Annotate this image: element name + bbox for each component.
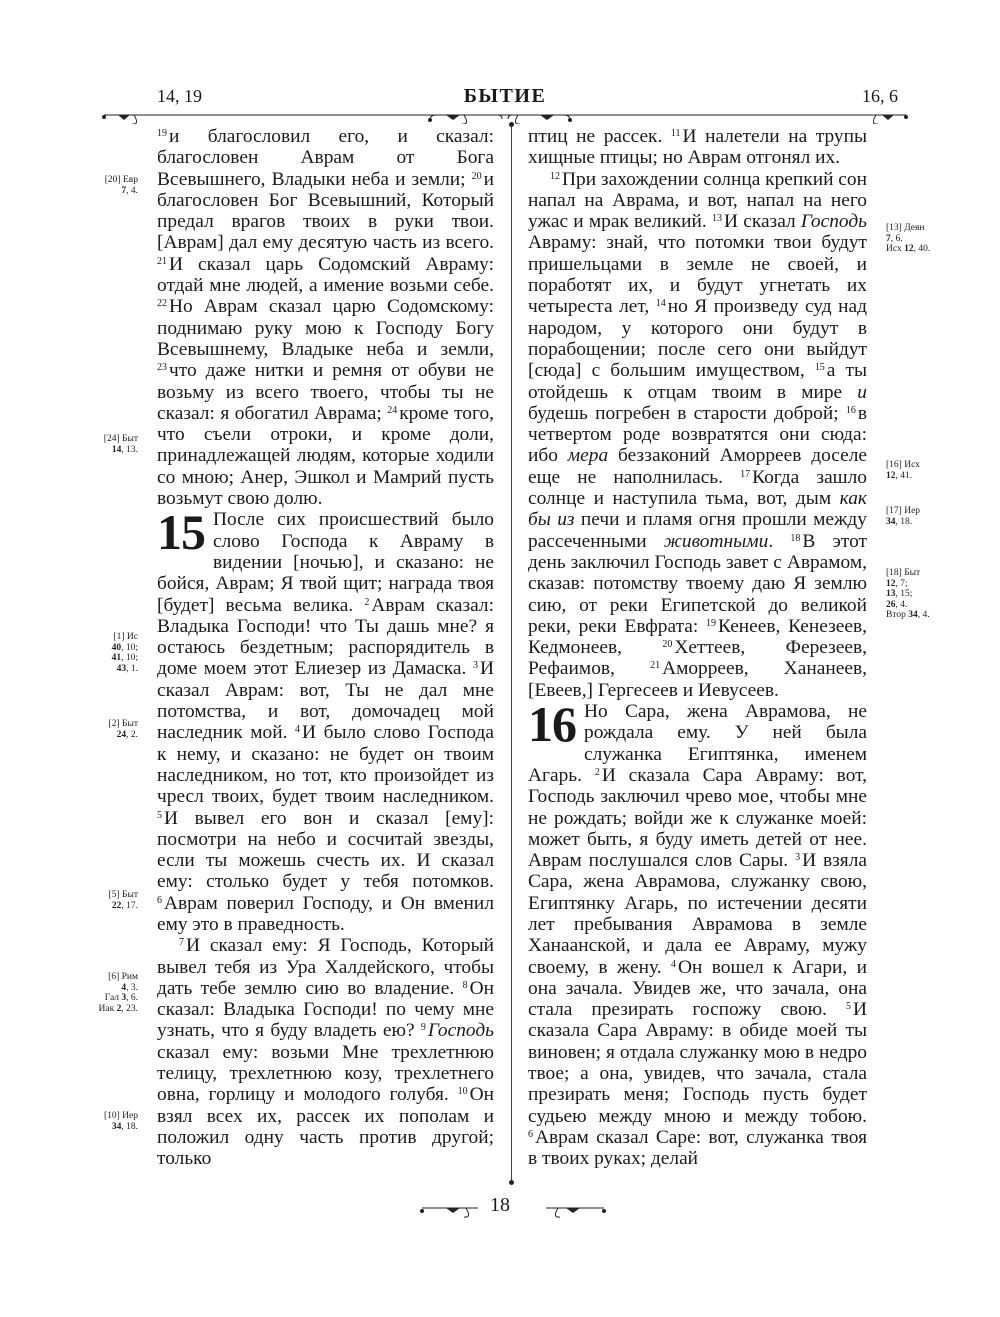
verse-number: 17 [740, 468, 751, 480]
verse-number: 3 [472, 660, 478, 672]
verse-text: И вывел его вон и сказал [ему]: посмотри на небо и сосчитай звезды, если ты можешь счесть их. И сказал ему: столько будет у тебя потомков. [157, 807, 494, 893]
verse-number: 7 [179, 937, 184, 949]
verse-text: И сказал Аврам: вот, Ты не дал мне потомства, и вот, домочадец мой наследник мой. [157, 658, 494, 744]
verse-number: 8 [462, 979, 468, 991]
cross-reference-line [78, 643, 138, 654]
verse-text: При захождении солнца крепкий сон напал на Аврама, и вот, напал на него ужас и мрак великий. [528, 168, 867, 233]
verse-number: 23 [157, 362, 167, 374]
verse-text: что даже нитки и ремня от обуви не возьму из всего твоего, чтобы ты не сказал: я обогатил Аврама; [157, 360, 494, 424]
verse-ref: , 23. [121, 1003, 138, 1014]
verse-text: а ты отойдешь к отцам твоим в мире [528, 360, 867, 403]
verse-number: 6 [528, 1128, 533, 1140]
chapter-ref: 12 [904, 244, 914, 254]
verse-text: беззаконий Аморреев доселе еще не наполнилась. [528, 445, 867, 488]
verse-number: 18 [790, 532, 801, 544]
cross-reference-line [78, 993, 138, 1004]
verse-number: 12 [550, 170, 560, 182]
verse-number: 3 [795, 852, 801, 864]
verse-text: Но Аврам сказал царю Содомскому: поднимаю руку мою к Господу Богу Всевышнему, Владыке неба и земли, [157, 296, 494, 360]
italic-word: Господь [800, 211, 867, 233]
verse-number: 20 [662, 639, 673, 651]
verse-text: И взяла Сара, жена Аврамова, служанку свою, Египтянку Агарь, по истечении десяти лет пребывания Аврамова в земле Ханаанской, и дала ее Авраму, мужу своему, в жену. [528, 850, 867, 978]
cross-reference-line [886, 517, 956, 528]
cross-reference-line [886, 589, 956, 600]
verse-number: 14 [655, 298, 666, 310]
chapter-ref: 24 [116, 729, 127, 740]
book-abbrev: Втор [886, 610, 909, 620]
page-footer [0, 1192, 1000, 1222]
paragraph-verse-12 [528, 169, 867, 701]
book-title: БЫТИЕ [463, 85, 547, 107]
cross-reference [886, 506, 956, 527]
verse-number: 24 [387, 404, 398, 416]
cross-reference-label: [2] Быт [108, 719, 138, 729]
verse-ref: , 4. [917, 610, 930, 620]
header-end-reference: 16, 6 [862, 86, 898, 106]
verse-text: После сих происшествий было слово Господа к Авраму в видении [ночью], и сказано: не бойся, Аврам; Я твой щит; награда твоя [будет] весьма велика. [157, 509, 494, 616]
verse-ref: , 10; [121, 642, 138, 653]
book-abbrev: Исх [886, 244, 905, 254]
verse-number: 4 [295, 724, 301, 736]
cross-reference-label: [13] Деян [886, 223, 925, 233]
italic-word: как бы из [528, 488, 867, 531]
verse-text: будешь погребен в старости доброй; [528, 402, 846, 424]
verse-text: И сказал царь Содомский Авраму: отдай мне людей, а имение возьми себе. [157, 253, 494, 297]
cross-reference-line [886, 471, 956, 482]
cross-reference-line [886, 244, 956, 255]
cross-reference [78, 434, 138, 455]
cross-reference-line [886, 600, 956, 611]
cross-reference-label: [17] Иер [886, 506, 921, 516]
verse-ref: , 18. [121, 1121, 138, 1132]
chapter-ref: 34 [908, 610, 918, 620]
verse-number: 21 [157, 255, 167, 267]
cross-reference-line [78, 730, 138, 741]
verse-text: Но Сара, жена Аврамова, не рождала ему. У ней была служанка Египтянка, именем Агарь. [528, 701, 867, 786]
divider-ornament-bottom [509, 1180, 514, 1185]
verse-number: 2 [364, 596, 370, 608]
divider-ornament-top [509, 122, 514, 127]
chapter-ref: 22 [111, 900, 122, 911]
verse-ref: , 4. [895, 599, 908, 610]
verse-ref: , 6. [126, 993, 138, 1003]
paragraph-chapter-16 [528, 696, 868, 1170]
verse-number: 6 [157, 894, 162, 906]
verse-number: 21 [650, 660, 661, 672]
cross-reference [78, 1111, 138, 1132]
verse-number: 9 [420, 1022, 426, 1034]
cross-reference-line [78, 664, 138, 675]
verse-text: Аврам сказал Саре: вот, служанка твоя в твоих руках; делай [528, 1126, 867, 1170]
running-header [100, 84, 910, 124]
verse-text: птиц не рассек. [528, 126, 671, 147]
verse-text: кроме того, что съели отроки, и кроме доли, принадлежащей людям, которые ходили со мною; Анер, Эшкол и Мамрий пусть возьмут свою долю. [157, 402, 494, 510]
verse-ref: , 7; [895, 578, 908, 589]
column-divider [511, 124, 512, 1184]
verse-ref: , 2. [126, 729, 138, 740]
verse-number: 2 [594, 766, 600, 778]
verse-text: и благословен Бог Всевышний, Который предал врагов твоих в руки твои. [Аврам] дал ему десятую часть из всего. [157, 168, 494, 254]
verse-ref: , 41. [895, 470, 913, 481]
paragraph-genesis-14 [157, 126, 494, 509]
verse-text: Аврам поверил Господу, и Он вменил ему это в праведность. [157, 892, 494, 935]
verse-number: 20 [471, 170, 482, 182]
cross-reference-line [886, 579, 956, 590]
chapter-number-16: 16 [528, 696, 576, 753]
chapter-ref: 14 [111, 444, 122, 455]
italic-word: мера [567, 445, 609, 467]
verse-number: 16 [845, 404, 856, 416]
cross-reference-line [78, 983, 138, 994]
cross-reference-line [78, 186, 138, 197]
verse-text: Авраму: знай, что потомки твои будут пришельцами в земле не своей, и поработят их, и будут угнетать их четыреста лет, [528, 232, 867, 318]
verse-number: 4 [671, 958, 676, 970]
verse-text: Когда зашло солнце и наступила тьма, вот, дым [528, 466, 867, 510]
cross-reference-label: [24] Быт [103, 434, 138, 444]
verse-ref: , 15; [895, 589, 913, 599]
verse-text: Аморреев, Хананеев, [Евеев,] Гергесеев и Иевусеев. [528, 658, 867, 701]
cross-reference-line [78, 1122, 138, 1133]
cross-reference-line [78, 445, 138, 456]
chapter-ref: 43 [116, 663, 127, 674]
cross-reference-label: [16] Исх [886, 460, 920, 470]
cross-reference-line [78, 1004, 138, 1015]
cross-reference [886, 223, 956, 255]
chapter-ref: 3 [121, 993, 127, 1003]
verse-ref: , 18. [895, 516, 913, 527]
verse-text: Хеттеев, Ферезеев, Рефаимов, [528, 637, 867, 680]
verse-ref: , 4. [126, 185, 138, 196]
chapter-ref: 12 [886, 470, 896, 481]
verse-number: 11 [670, 128, 681, 139]
verse-text: Он вошел к Агари, и она зачала. Увидев же, что зачала, она стала презирать госпожу свою. [528, 956, 868, 1021]
cross-reference-label: [6] Рим [108, 972, 138, 982]
chapter-ref: 41 [111, 653, 122, 663]
page-number: 18 [490, 1194, 510, 1216]
verse-text: но Я произведу суд над народом, у которого они будут в порабощении; после сего они выйдут [сюда] с большим имуществом, [528, 296, 867, 382]
cross-reference [886, 568, 956, 621]
verse-text: в четвертом роде возвратятся они сюда: ибо [528, 402, 867, 467]
cross-reference-label: [10] Иер [103, 1111, 138, 1121]
cross-reference [78, 719, 138, 740]
cross-reference [78, 632, 138, 674]
chapter-ref: 40 [111, 642, 122, 653]
paragraph-continuation [528, 126, 867, 169]
cross-reference-line [78, 653, 138, 664]
cross-reference [886, 460, 956, 481]
verse-text: сказал ему: возьми Мне трехлетнюю телицу, трехлетнюю козу, трехлетнего овна, горлицу и молодого голубя. [157, 1041, 494, 1106]
chapter-number-15: 15 [157, 504, 205, 561]
verse-number: 22 [157, 298, 167, 310]
chapter-ref: 2 [116, 1003, 122, 1014]
right-text-column [528, 126, 867, 1170]
chapter-ref: 7 [886, 233, 891, 244]
cross-reference [78, 972, 138, 1014]
chapter-ref: 34 [886, 516, 896, 527]
verse-ref: , 10; [121, 653, 138, 663]
cross-reference-line [78, 901, 138, 912]
verse-text: Кенеев, Кенезеев, Кедмонеев, [528, 615, 868, 659]
verse-text: И налетели на трупы хищные птицы; но Аврам отгонял их. [528, 126, 867, 169]
verse-number: 15 [814, 362, 825, 374]
verse-ref: , 6. [890, 233, 903, 244]
verse-number: 19 [706, 617, 716, 629]
verse-text: И сказал ему: Я Господь, Который вывел тебя из Ура Халдейского, чтобы дать тебе землю сию во владение. [157, 935, 494, 999]
paragraph-chapter-15 [157, 504, 494, 935]
verse-ref: , 17. [121, 900, 138, 911]
cross-reference-label: [5] Быт [108, 890, 138, 900]
cross-reference-line [886, 234, 956, 245]
verse-text: И сказала Сара Авраму: в обиде моей ты виновен; я отдала служанку мою в недро твое; а она, увидев, что зачала, стала презирать меня; Господь пусть будет судьею между мною и между тобою. [528, 999, 867, 1127]
chapter-ref: 12 [886, 578, 896, 589]
cross-reference-label: [20] Евр [104, 175, 138, 185]
verse-ref: , 13. [121, 444, 138, 455]
cross-reference [78, 890, 138, 911]
verse-text: Аврам сказал: Владыка Господи! что Ты дашь мне? я остаюсь бездетным; распорядитель в доме моем этот Елиезер из Дамаска. [157, 594, 494, 680]
cross-reference-label: [18] Быт [886, 568, 921, 578]
chapter-ref: 7 [121, 185, 127, 196]
book-abbrev: Иак [98, 1003, 117, 1014]
cross-reference-line [886, 610, 956, 621]
verse-text: Он сказал: Владыка Господи! по чему мне узнать, что я буду владеть ею? [157, 977, 494, 1042]
italic-word: и [857, 381, 867, 403]
verse-text: и благословил его, и сказал: благословен Аврам от Бога Всевышнего, Владыки неба и земли; [157, 126, 494, 190]
verse-number: 5 [157, 809, 162, 821]
book-abbrev: Гал [104, 993, 122, 1003]
chapter-ref: 4 [121, 982, 127, 993]
chapter-ref: 26 [886, 599, 896, 610]
verse-text: . [768, 530, 791, 552]
verse-text: И сказал [724, 211, 801, 233]
italic-word: Господь [427, 1020, 494, 1042]
chapter-ref: 34 [111, 1121, 122, 1132]
paragraph-verse-7 [157, 935, 494, 1169]
verse-text: печи и пламя огня прошли между рассеченными [528, 509, 867, 552]
verse-text: И сказала Сара Авраму: вот, Господь заключил чрево мое, чтобы мне не рождать; войди же к служанке моей: может быть, я буду иметь детей от нее. Аврам послушался слов Сары. [528, 764, 868, 872]
verse-text: Он взял всех их, рассек их пополам и положил одну часть против другой; только [157, 1084, 494, 1170]
verse-text: И было слово Господа к нему, и сказано: не будет он твоим наследником, но тот, кто произойдет из чресл твоих, будет твоим наследником. [157, 722, 494, 808]
verse-number: 10 [457, 1086, 468, 1098]
verse-number: 19 [157, 128, 167, 139]
verse-number: 5 [845, 1001, 851, 1013]
chapter-ref: 13 [886, 589, 896, 599]
verse-ref: , 1. [126, 663, 138, 674]
verse-ref: , 40. [913, 244, 931, 254]
verse-ref: , 3. [126, 982, 138, 993]
left-text-column [157, 126, 494, 1170]
italic-word: животными [663, 530, 769, 552]
header-start-reference: 14, 19 [157, 86, 202, 106]
verse-text: В этот день заключил Господь завет с Аврамом, сказав: потомству твоему даю Я землю сию, от реки Египетской до великой реки, реки Евфрата: [528, 530, 867, 637]
verse-number: 13 [712, 213, 722, 225]
cross-reference-label: [1] Ис [113, 632, 138, 642]
cross-reference [78, 175, 138, 196]
